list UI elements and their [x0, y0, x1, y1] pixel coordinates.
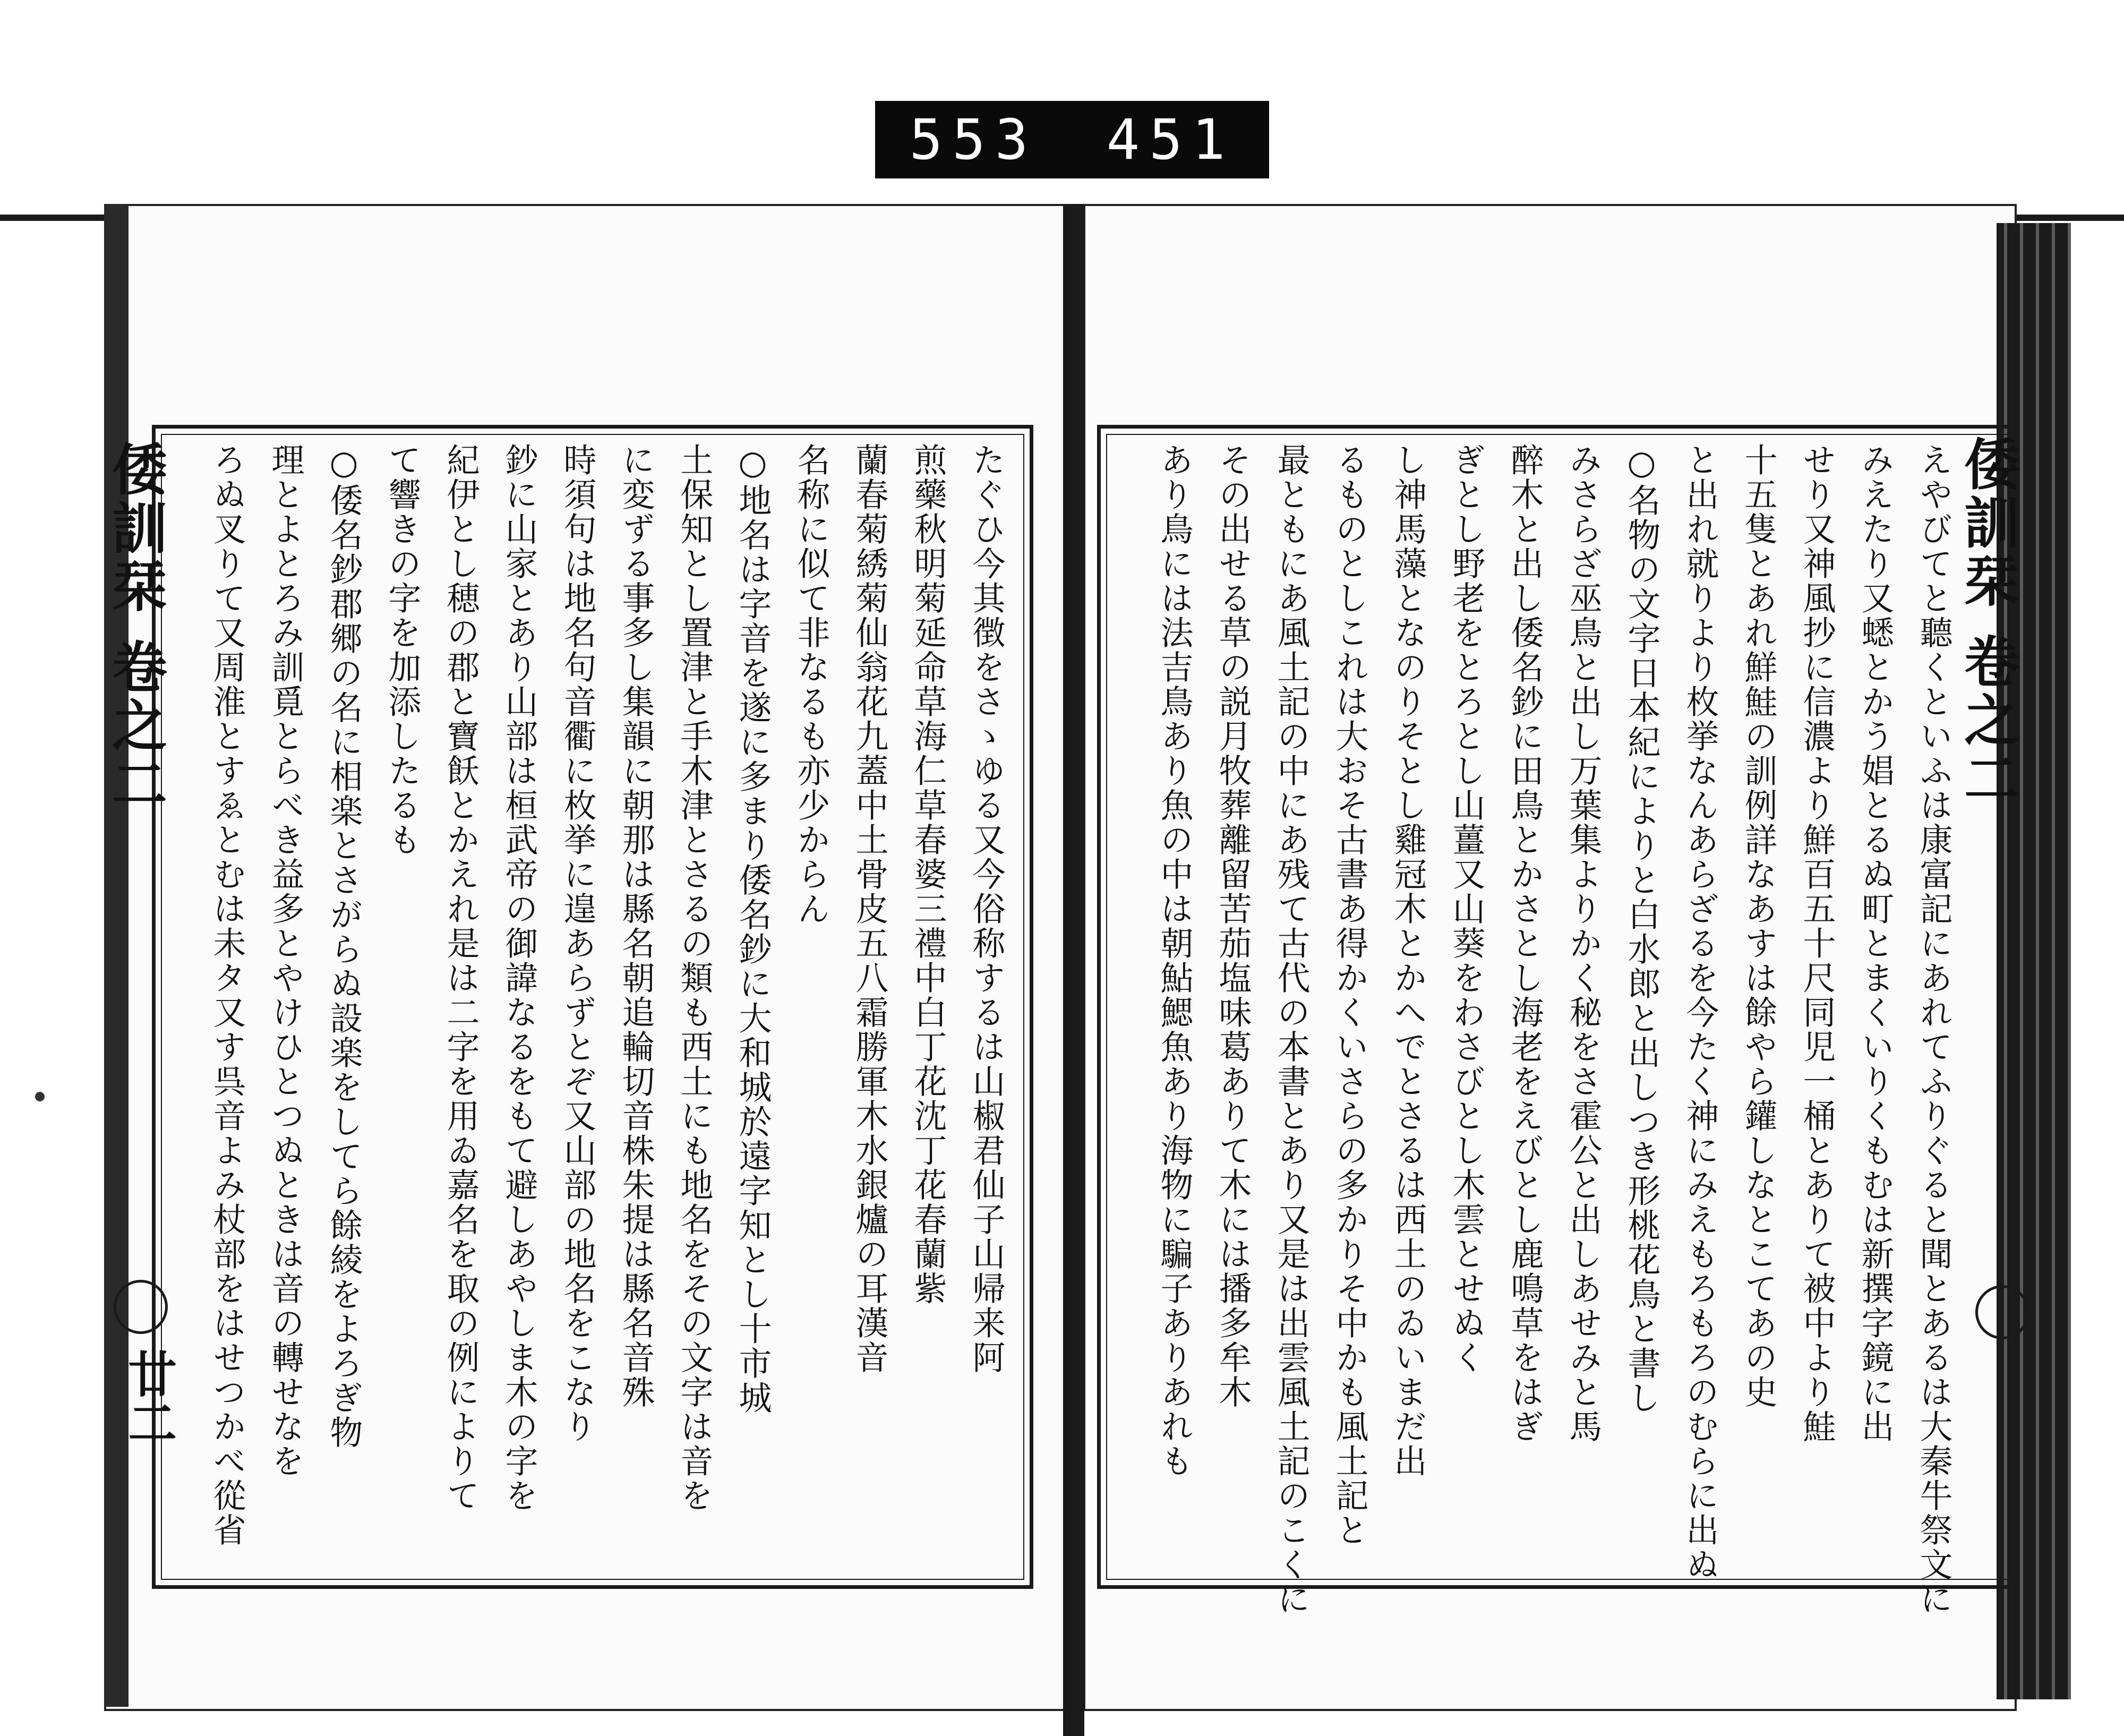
catalog-number-right: 451 — [1106, 107, 1235, 172]
text-line: ろぬ叉りて又周淮とすゑとむは未タ又す呉音よみ杖部をはせつかべ從省 — [208, 443, 246, 1547]
text-line: ○倭名鈔郡郷の名に相楽とさがらぬ設楽をしてら餘綾をよろぎ物 — [324, 443, 363, 1450]
catalog-number-label — [875, 101, 1269, 178]
text-line: ぎとし野老をとろとし山薑又山葵をわさびとし木雲とせぬく — [1447, 443, 1486, 1375]
text-line: に変ずる事多し集韻に朝那は縣名朝追輪切音株朱提は縣名音殊 — [616, 443, 655, 1409]
text-line: 土保知とし置津と手木津とさるの類も西土にも地名をその文字は音を — [675, 443, 714, 1513]
text-line: て響きの字を加添したるも — [383, 443, 422, 857]
text-line: し神馬藻となのりそとし雞冠木とかへでとさるは西土のゐいまだ出 — [1389, 443, 1427, 1478]
ink-speck — [35, 1092, 45, 1101]
text-line: 十五隻とあれ鮮鮭の訓例詳なあすは餘やら鑵しなとこてあの史 — [1739, 443, 1778, 1409]
text-line: 名称に似て非なるも亦少からん — [792, 443, 830, 926]
text-line: ○名物の文字日本紀によりと白水郎と出しつき形桃花鳥と書し — [1622, 443, 1661, 1415]
text-line: みえたり又蟋とかう娼とるぬ町とまくいりくもむは新撰字鏡に出 — [1856, 443, 1895, 1444]
right-running-title: 倭訓栞 卷之二 — [1955, 435, 2020, 809]
catalog-number-left: 553 — [909, 107, 1038, 172]
text-line: 煎藥秋明菊延命草海仁草春婆三禮中白丁花沈丁花春蘭紫 — [909, 443, 947, 1306]
text-line: たぐひ今其徴をさゝゆる又今俗称するは山椒君仙子山帰来阿 — [967, 443, 1006, 1375]
text-line: あり鳥には法吉鳥あり魚の中は朝鮎鰓魚あり海物に騙子ありあれも — [1155, 443, 1194, 1478]
text-line: 理とよとろみ訓覓とらべき益多とやけひとつぬときは音の轉せなを — [266, 443, 305, 1478]
left-folio: 廿二 — [120, 1349, 177, 1447]
left-fold-circle — [114, 1280, 168, 1334]
text-line: 蘭春菊綉菊仙翁花九蓋中土骨皮五八霜勝軍木水銀爐の耳漢音 — [850, 443, 889, 1375]
text-line: るものとしこれは大おそ古書あ得かくいさらの多かりそ中かも風土記と — [1330, 443, 1369, 1547]
text-line: 時須句は地名句音衢に枚挙に遑あらずとぞ又山部の地名をこなり — [558, 443, 597, 1444]
text-line: 最ともにあ風土記の中にあ残て古代の本書とあり又是は出雲風土記のこくに — [1272, 443, 1311, 1617]
text-line: と出れ就りより枚挙なんあらざるを今たく神にみえもろもろのむらに出ぬ — [1681, 443, 1719, 1582]
left-page-text — [160, 443, 1015, 1569]
text-line: 醉木と出し倭名鈔に田鳥とかさとし海老をえびとし鹿鳴草をはぎ — [1505, 443, 1544, 1444]
left-running-title: 倭訓栞 卷之二 — [102, 441, 168, 814]
text-line: 紀伊とし穂の郡と寶飫とかえれ是は二字を用ゐ嘉名を取の例によりて — [441, 443, 480, 1513]
text-line: 鈔に山家とあり山部は桓武帝の御諱なるをもて避しあやしま木の字を — [500, 443, 538, 1513]
text-line: みさらざ巫鳥と出し万葉集よりかく秘をさ霍公と出しあせみと馬 — [1564, 443, 1603, 1444]
right-fold-circle — [1975, 1285, 2029, 1339]
right-page-text — [1106, 443, 1963, 1617]
text-line: ○地名は字音を遂に多まり倭名鈔に大和城於遠字知とし十市城 — [733, 443, 772, 1415]
text-line: その出せる草の説月牧葬離留苦茄塩味葛ありて木には播多牟木 — [1213, 443, 1252, 1409]
book-gutter — [1063, 204, 1084, 1736]
text-line: えやびてと聽くといふは康富記にあれてふりぐると聞とあるは大秦牛祭文に — [1914, 443, 1953, 1617]
text-line: せり又神風抄に信濃より鮮百五十尺同児一桶とありて被中より鮭 — [1797, 443, 1836, 1444]
